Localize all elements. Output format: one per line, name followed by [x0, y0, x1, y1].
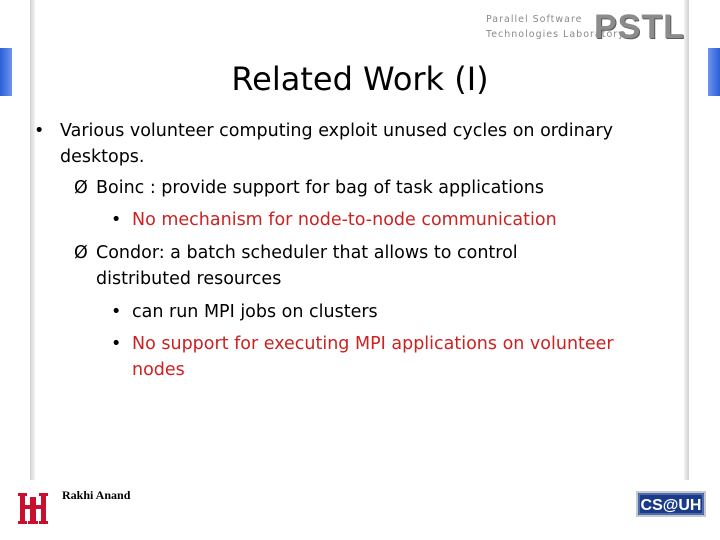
cs-at-uh-text: CS@UH	[640, 497, 702, 514]
bullet-1-line-2: desktops.	[60, 147, 145, 167]
bullet-dot-icon: •	[111, 334, 122, 354]
bullet-dot-icon: •	[111, 302, 122, 322]
lab-name-line2: Technologies Laboratory	[486, 29, 625, 40]
lab-name-line1: Parallel Software	[486, 14, 583, 25]
condor-limitation-line-2: nodes	[132, 360, 185, 380]
sub-bullet-boinc: Boinc : provide support for bag of task applications	[96, 178, 544, 198]
arrow-bullet-icon: Ø	[74, 243, 88, 263]
author-name: Rakhi Anand	[62, 488, 131, 502]
condor-limitation-line-1: No support for executing MPI applications on volunteer	[132, 334, 614, 354]
slide-title: Related Work (I)	[231, 60, 489, 98]
sub-bullet-condor-line-2: distributed resources	[96, 269, 282, 289]
boinc-limitation: No mechanism for node-to-node communication	[132, 210, 557, 230]
bullet-1-line-1: Various volunteer computing exploit unused cycles on ordinary	[60, 121, 614, 141]
uh-logo-icon	[18, 491, 48, 527]
cs-at-uh-logo	[636, 491, 706, 517]
lab-acronym: PSTL	[594, 8, 685, 46]
condor-mpi-support: can run MPI jobs on clusters	[132, 302, 378, 322]
arrow-bullet-icon: Ø	[74, 178, 88, 198]
bullet-dot-icon: •	[111, 210, 122, 230]
pstl-logo	[486, 8, 685, 46]
sub-bullet-condor-line-1: Condor: a batch scheduler that allows to control	[96, 243, 518, 263]
bullet-dot-icon: •	[34, 121, 45, 141]
